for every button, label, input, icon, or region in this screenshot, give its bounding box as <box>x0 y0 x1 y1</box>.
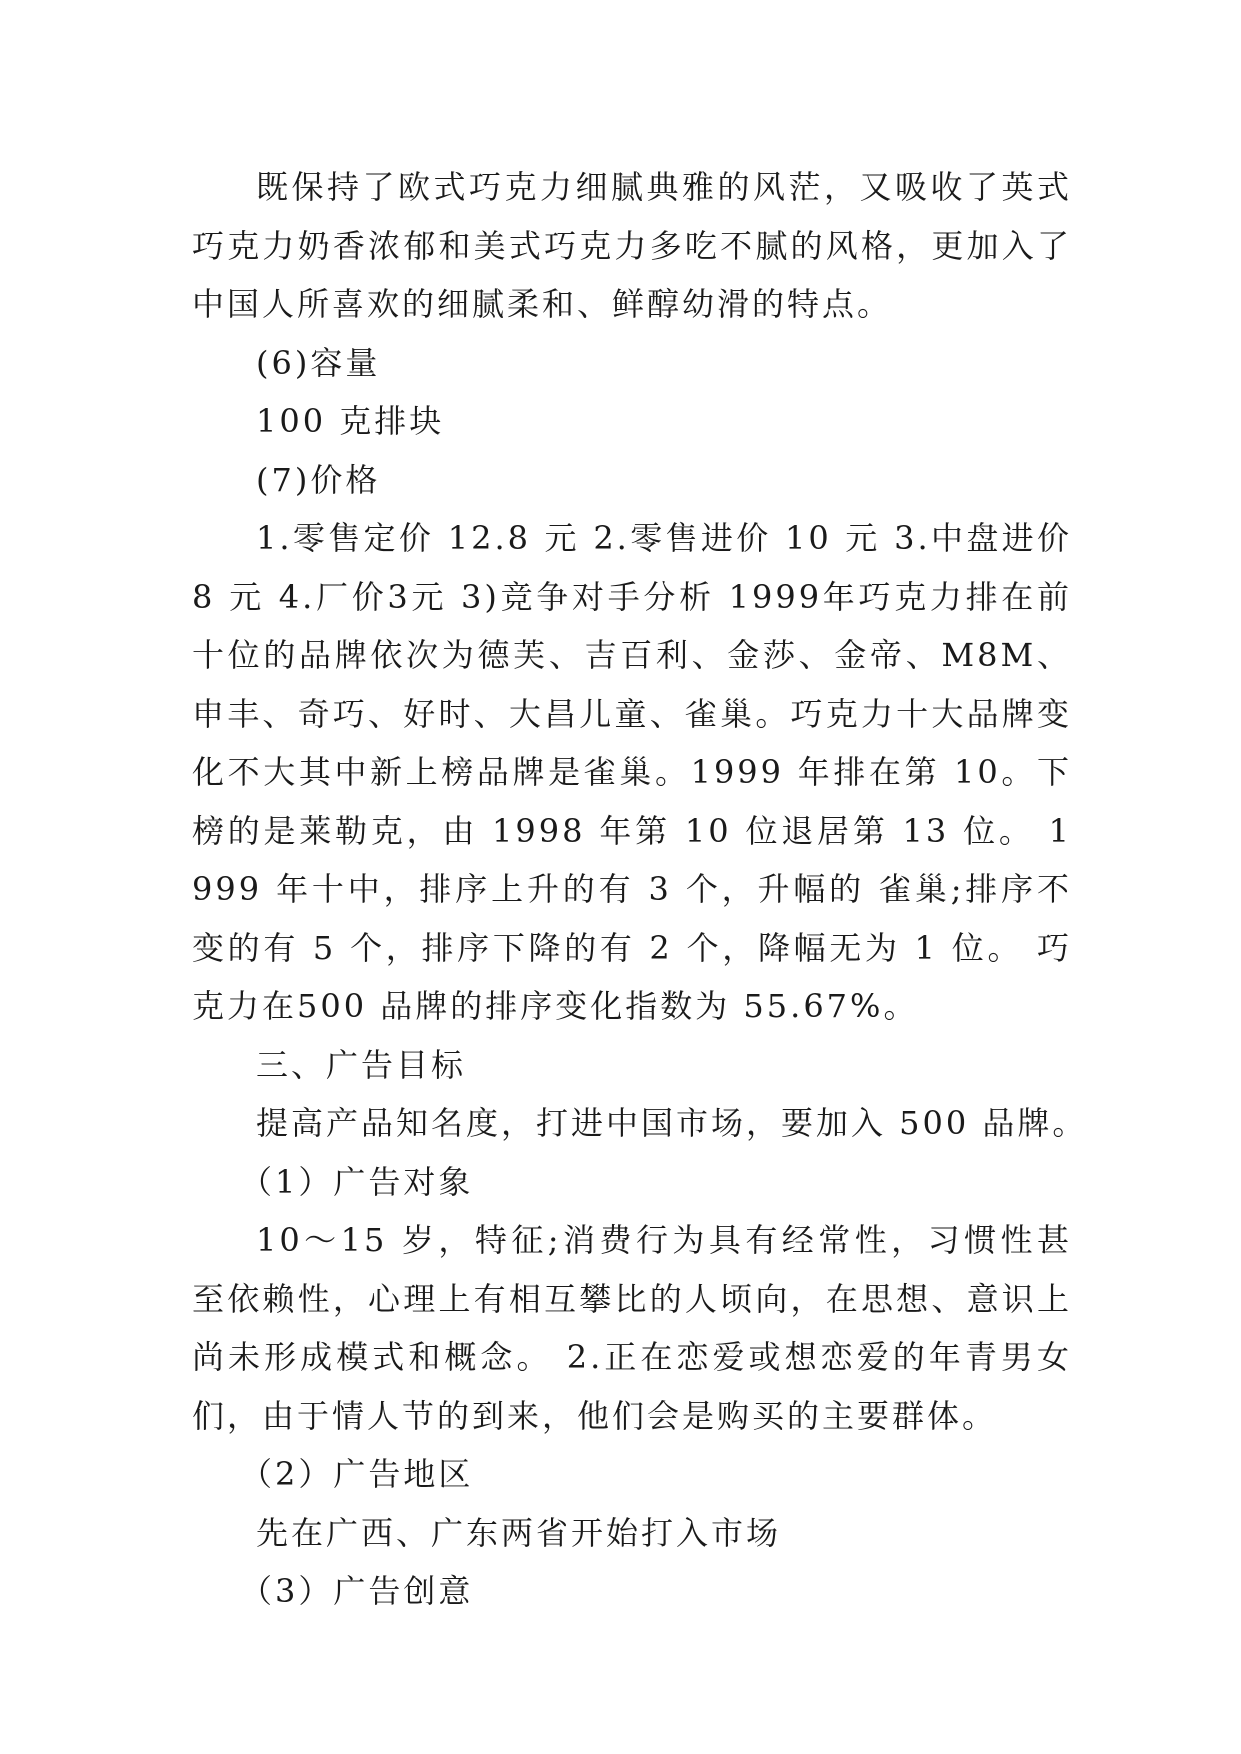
paragraph-ad-region: 先在广西、广东两省开始打入市场 <box>256 1513 782 1552</box>
heading-ad-goal: 三、广告目标 <box>256 1045 467 1084</box>
paragraph-flavor-description: 既保持了欧式巧克力细腻典雅的风茫，又吸收了英式巧克力奶香浓郁和美式巧克力多吃不腻的风格，更加入了中国人所喜欢的细腻柔和、鲜醇幼滑的特点。 <box>192 168 1072 323</box>
document-body <box>192 158 1088 1621</box>
paragraph-capacity-value: 100 克排块 <box>256 402 445 440</box>
heading-ad-region: （2）广告地区 <box>240 1455 474 1493</box>
heading-price: (7)价格 <box>256 460 381 499</box>
heading-ad-creative: （3）广告创意 <box>240 1572 474 1610</box>
paragraph-price-and-competitors: 1.零售定价 12.8 元 2.零售进价 10 元 3.中盘进价 8 元 4.厂价3元 3)竞争对手分析 1999年巧克力排在前十位的品牌依次为德芙、吉百利、金莎、金帝、M8M、 申丰、奇巧、好时、大昌儿童、雀巢。巧克力十大品牌变化不大其中新上榜品牌是雀巢。1999 年排在第 10。下榜的是莱勒克，由 1998 年第 10 位退居第 13 位。 1999 年十中，排序上升的有 3 个，升幅的 雀巢;排序不变的有 5 个，排序下降的有 2 个，降幅无为 1 位。 巧克力在500 品牌的排序变化指数为 55.67%。 <box>192 519 1072 1025</box>
paragraph-ad-goal: 提高产品知名度，打进中国市场，要加入 500 品牌。 <box>256 1104 1088 1142</box>
heading-capacity: (6)容量 <box>256 343 381 382</box>
paragraph-ad-audience: 10～15 岁，特征;消费行为具有经常性，习惯性甚至依赖性，心理上有相互攀比的人顷向，在思想、意识上尚未形成模式和概念。 2.正在恋爱或想恋爱的年青男女们，由于情人节的到来，他们会是购买的主要群体。 <box>192 1221 1072 1435</box>
heading-ad-audience: （1）广告对象 <box>240 1162 474 1201</box>
